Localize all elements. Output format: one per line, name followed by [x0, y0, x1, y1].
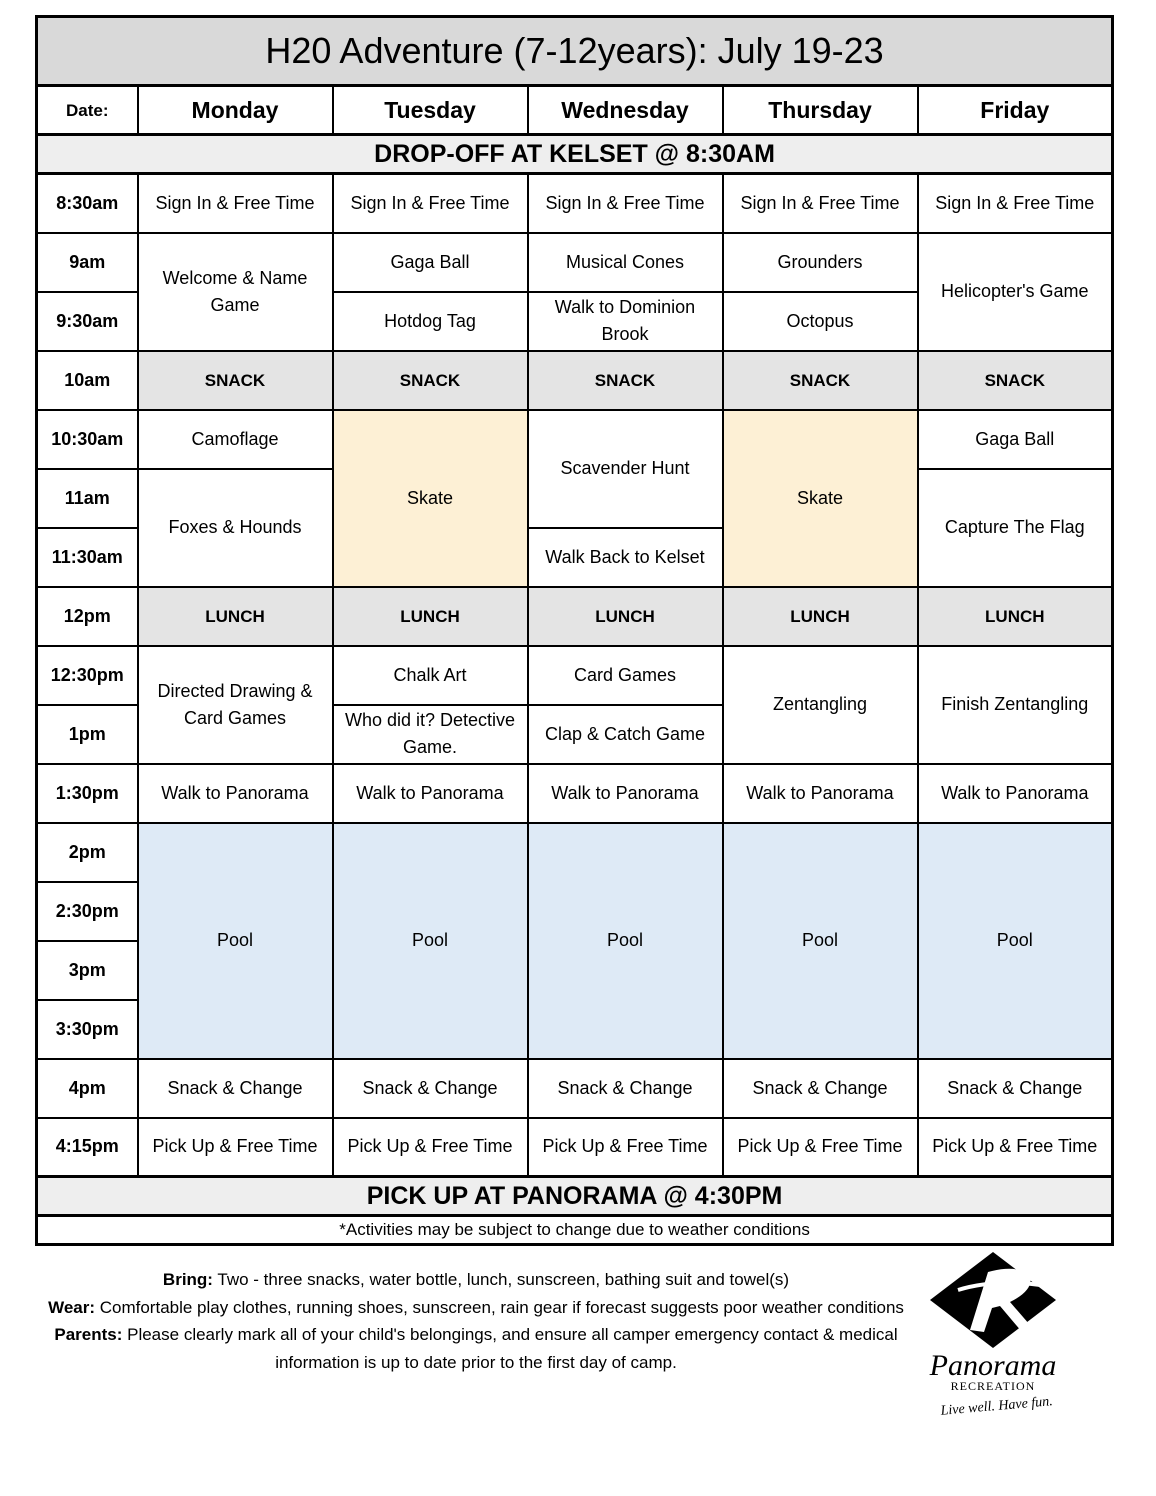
- logo-sub: RECREATION: [950, 1379, 1036, 1393]
- activity-cell: Octopus: [723, 292, 918, 351]
- panorama-recreation-logo: [918, 1250, 1076, 1420]
- activity-cell: Chalk Art: [333, 646, 528, 705]
- snack-cell: SNACK: [528, 351, 723, 410]
- activity-cell: Zentangling: [723, 646, 918, 764]
- activity-cell: Walk Back to Kelset: [528, 528, 723, 587]
- schedule-table: [35, 15, 1114, 1246]
- time-cell: 3pm: [37, 941, 138, 1000]
- activity-cell: Who did it? Detective Game.: [333, 705, 528, 764]
- day-header-thursday: Thursday: [723, 86, 918, 135]
- lunch-cell: LUNCH: [918, 587, 1113, 646]
- logo-tagline: Live well. Have fun.: [940, 1394, 1054, 1419]
- activity-cell: Pick Up & Free Time: [333, 1118, 528, 1177]
- lunch-cell: LUNCH: [138, 587, 333, 646]
- footer-info: [38, 1266, 914, 1376]
- pool-cell: Pool: [333, 823, 528, 1059]
- skate-cell: Skate: [723, 410, 918, 587]
- time-cell: 12pm: [37, 587, 138, 646]
- activity-cell: Grounders: [723, 233, 918, 292]
- activity-cell: Musical Cones: [528, 233, 723, 292]
- activity-cell: Pick Up & Free Time: [723, 1118, 918, 1177]
- skate-cell: Skate: [333, 410, 528, 587]
- bring-label: Bring:: [162, 1270, 213, 1289]
- time-cell: 8:30am: [37, 174, 138, 233]
- time-cell: 10:30am: [37, 410, 138, 469]
- bring-text: Two - three snacks, water bottle, lunch, sunscreen, bathing suit and towel(s): [212, 1270, 790, 1289]
- activity-cell: Pick Up & Free Time: [528, 1118, 723, 1177]
- lunch-cell: LUNCH: [723, 587, 918, 646]
- activity-cell: Camoflage: [138, 410, 333, 469]
- day-header-wednesday: Wednesday: [528, 86, 723, 135]
- activity-cell: Card Games: [528, 646, 723, 705]
- activity-cell: Sign In & Free Time: [333, 174, 528, 233]
- time-cell: 1:30pm: [37, 764, 138, 823]
- activity-cell: Pick Up & Free Time: [918, 1118, 1113, 1177]
- bring-line: [38, 1266, 914, 1294]
- day-header-friday: Friday: [918, 86, 1113, 135]
- parents-label: Parents:: [54, 1325, 123, 1344]
- time-cell: 2:30pm: [37, 882, 138, 941]
- wear-text: Comfortable play clothes, running shoes, sunscreen, rain gear if forecast suggests poor weather conditions: [95, 1297, 904, 1317]
- activity-cell: Snack & Change: [918, 1059, 1113, 1118]
- time-cell: 12:30pm: [37, 646, 138, 705]
- activity-cell: Welcome & Name Game: [138, 233, 333, 351]
- parents-text: Please clearly mark all of your child's belongings, and ensure all camper emergency contact & medical information is up to date prior to the first day of camp.: [122, 1325, 898, 1372]
- activity-cell: Pick Up & Free Time: [138, 1118, 333, 1177]
- activity-cell: Sign In & Free Time: [138, 174, 333, 233]
- activity-cell: Clap & Catch Game: [528, 705, 723, 764]
- activity-cell: Snack & Change: [528, 1059, 723, 1118]
- pickup-banner: PICK UP AT PANORAMA @ 4:30PM: [37, 1177, 1113, 1216]
- dropoff-banner: DROP-OFF AT KELSET @ 8:30AM: [37, 135, 1113, 174]
- activity-cell: Capture The Flag: [918, 469, 1113, 587]
- lunch-cell: LUNCH: [333, 587, 528, 646]
- activity-cell: Hotdog Tag: [333, 292, 528, 351]
- snack-cell: SNACK: [138, 351, 333, 410]
- activity-cell: Walk to Panorama: [138, 764, 333, 823]
- time-cell: 9am: [37, 233, 138, 292]
- time-cell: 10am: [37, 351, 138, 410]
- activity-cell: Sign In & Free Time: [723, 174, 918, 233]
- pool-cell: Pool: [138, 823, 333, 1059]
- wear-label: Wear:: [48, 1297, 96, 1317]
- date-header: Date:: [37, 86, 138, 135]
- activity-cell: Snack & Change: [723, 1059, 918, 1118]
- activity-cell: Walk to Panorama: [918, 764, 1113, 823]
- page-title: H20 Adventure (7-12years): July 19-23: [37, 17, 1113, 86]
- activity-cell: Snack & Change: [333, 1059, 528, 1118]
- day-header-monday: Monday: [138, 86, 333, 135]
- time-cell: 2pm: [37, 823, 138, 882]
- activity-cell: Walk to Panorama: [528, 764, 723, 823]
- activity-cell: Walk to Dominion Brook: [528, 292, 723, 351]
- snack-cell: SNACK: [333, 351, 528, 410]
- activity-cell: Scavender Hunt: [528, 410, 723, 528]
- time-cell: 11:30am: [37, 528, 138, 587]
- parents-line: [38, 1321, 914, 1376]
- activity-cell: Sign In & Free Time: [528, 174, 723, 233]
- snack-cell: SNACK: [918, 351, 1113, 410]
- time-cell: 11am: [37, 469, 138, 528]
- pool-cell: Pool: [528, 823, 723, 1059]
- activity-cell: Finish Zentangling: [918, 646, 1113, 764]
- wear-line: [38, 1294, 914, 1322]
- time-cell: 3:30pm: [37, 1000, 138, 1059]
- activity-cell: Walk to Panorama: [333, 764, 528, 823]
- weather-note: *Activities may be subject to change due to weather conditions: [37, 1216, 1113, 1245]
- activity-cell: Helicopter's Game: [918, 233, 1113, 351]
- logo-name: Panorama: [929, 1349, 1057, 1382]
- activity-cell: Directed Drawing & Card Games: [138, 646, 333, 764]
- day-header-tuesday: Tuesday: [333, 86, 528, 135]
- time-cell: 4:15pm: [37, 1118, 138, 1177]
- time-cell: 4pm: [37, 1059, 138, 1118]
- pool-cell: Pool: [918, 823, 1113, 1059]
- snack-cell: SNACK: [723, 351, 918, 410]
- activity-cell: Gaga Ball: [918, 410, 1113, 469]
- time-cell: 1pm: [37, 705, 138, 764]
- lunch-cell: LUNCH: [528, 587, 723, 646]
- time-cell: 9:30am: [37, 292, 138, 351]
- activity-cell: Walk to Panorama: [723, 764, 918, 823]
- activity-cell: Gaga Ball: [333, 233, 528, 292]
- pool-cell: Pool: [723, 823, 918, 1059]
- activity-cell: Sign In & Free Time: [918, 174, 1113, 233]
- activity-cell: Foxes & Hounds: [138, 469, 333, 587]
- activity-cell: Snack & Change: [138, 1059, 333, 1118]
